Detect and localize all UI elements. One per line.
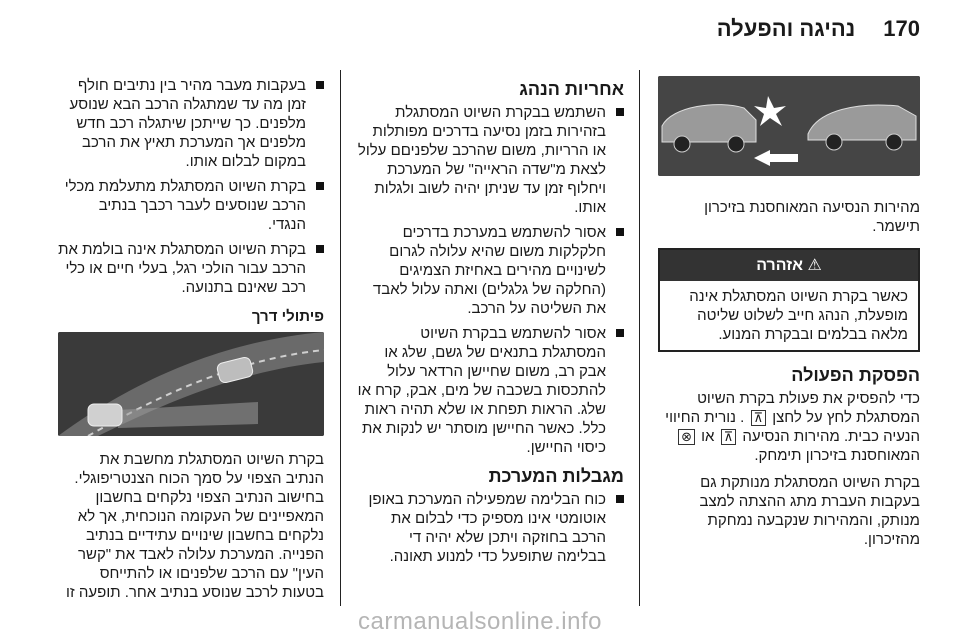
warning-header [660,250,918,281]
section-title-system-limits: מגבלות המערכת [488,466,624,486]
curves-paragraph: בקרת השיוט המסתגלת מחשבת את הנתיב הצפוי על סמך הכוח הצנטריפוגלי. בחישוב הנתיב הצפוי נלקחים בחשבון המאפיינים של העקומה הנוכחית, אך לא נלקחים בחשבון שינויים עתידיים בנתיב הפנייה. המערכת עלולה לאבד את "קשר העין" עם הרכב שלפניםו או להתייחס בטעות לרכב שנוסע בנתיב אחר. תופעה זו [66,451,324,601]
stop-text-or: או [701,428,715,445]
stop-text-c: המאוחסנת בזיכרון תימחק. [754,447,920,464]
curve-illustration [58,332,324,436]
section-title-driver-responsibility: אחריות הנהג [519,79,624,99]
page-number: 170 [883,16,920,41]
list-item [58,76,324,171]
bullet-square-icon [616,108,624,116]
watermark: carmanualsonline.info [358,608,602,635]
cruise-indicator-icon: ⊼ [721,429,737,445]
page-title: נהיגה והפעלה [716,16,856,41]
list-item [356,324,624,457]
intro-text: מהירות הנסיעה המאוחסנת בזיכרון תישמר. [704,199,920,235]
cruise-button-icon: ⊼ [751,410,767,426]
radar-illustration [658,76,920,176]
right-column [658,76,920,555]
list-item-text: בעקבות מעבר מהיר בין נתיבים חולף זמן מה עד שמתגלה הרכב הבא שנוסע מלפנים. כך שייתכן שיתגלה רכב חדש מלפנים אך המערכת תאיץ את הרכב במקום לבלום אותו. [69,77,306,170]
bullet-square-icon [616,329,624,337]
column-divider-left [340,70,341,606]
list-item [356,490,624,566]
stop-text-b: . נורית החיווי הנעיה כבית. מהירות הנסיעה [665,409,920,445]
column-divider-right [639,70,640,606]
page-header [0,16,960,46]
list-item [356,103,624,217]
stop-paragraph-1 [658,389,920,465]
warning-title: אזהרה [756,257,803,274]
bullet-square-icon [316,245,324,253]
list-item-text: בקרת השיוט המסתגלת אינה בולמת את הרכב עבור הולכי רגל, בעלי חיים או כלי רכב שאינם בתנועה. [58,241,306,296]
list-item-text: בקרת השיוט המסתגלת מתעלמת מכלי הרכב שנוסעים לעבר רכבך בנתיב הנגדי. [64,178,306,233]
list-item [58,177,324,234]
section-title-stop: הפסקת הפעולה [791,365,920,385]
bullet-square-icon [616,495,624,503]
bullet-square-icon [316,81,324,89]
cruise-off-icon: ⊗ [678,429,695,445]
warning-triangle-icon: ⚠ [807,257,822,274]
list-item-text: כוח הבלימה שמפעילה המערכת באופן אוטומטי אינו מספיק כדי לבלום את הרכב בחוזקה ויתכן שלא יהיה די בבלימה שתופעל כדי למנוע תאונה. [368,491,606,565]
stop-paragraph-2: בקרת השיוט המסתגלת מנותקת גם בעקבות העברת מתג ההצתה למצב מנותק, והמהירות שנקבעה נמחקת מהזיכרון. [699,474,920,548]
section-title-curves: פיתולי דרך [251,308,324,325]
list-item-text: אסור להשתמש בבקרת השיוט המסתגלת בתנאים של גשם, שלג או אבק רב, משום שחיישן הרדאר עלול להתכסות בשכבה של מים, אבק, קרח או שלג. הראות תפחת או שלא תהיה ראות כלל. כאשר החיישן מוסתר יש לנקות את כיסוי החיישן. [357,325,606,456]
warning-body: כאשר בקרת השיוט המסתגלת אינה מופעלת, הנהג חייב לשלוט שליטה מלאה בבלמים ובבקרת המנוע. [689,288,908,343]
bullet-square-icon [316,182,324,190]
list-item [356,223,624,318]
bullet-square-icon [616,228,624,236]
list-item-text: אסור להשתמש במערכת בדרכים חלקלקות משום שהיא עלולה לגרום לשינויים מהירים באחיזת הצמיגים (החלקה של גלגלים) ואתה עלול לאבד את השליטה על הרכב. [372,224,606,317]
list-item-text: השתמש בבקרת השיוט המסתגלת בזהירות בזמן נסיעה בדרכים מפותלות או הרריות, משום שהרכב שלפניםם עלול לצאת מ"שדה הראייה" של המערכת ויחלוף זמן עד שניתן יהיה לשוב ולגלות אותו. [357,104,606,216]
left-column [58,76,324,608]
list-item [58,240,324,297]
stop-text-a: כדי להפסיק את פעולת בקרת השיוט המסתגלת לחץ על לחצן [697,390,920,426]
warning-box [658,248,920,352]
middle-column [356,76,624,572]
